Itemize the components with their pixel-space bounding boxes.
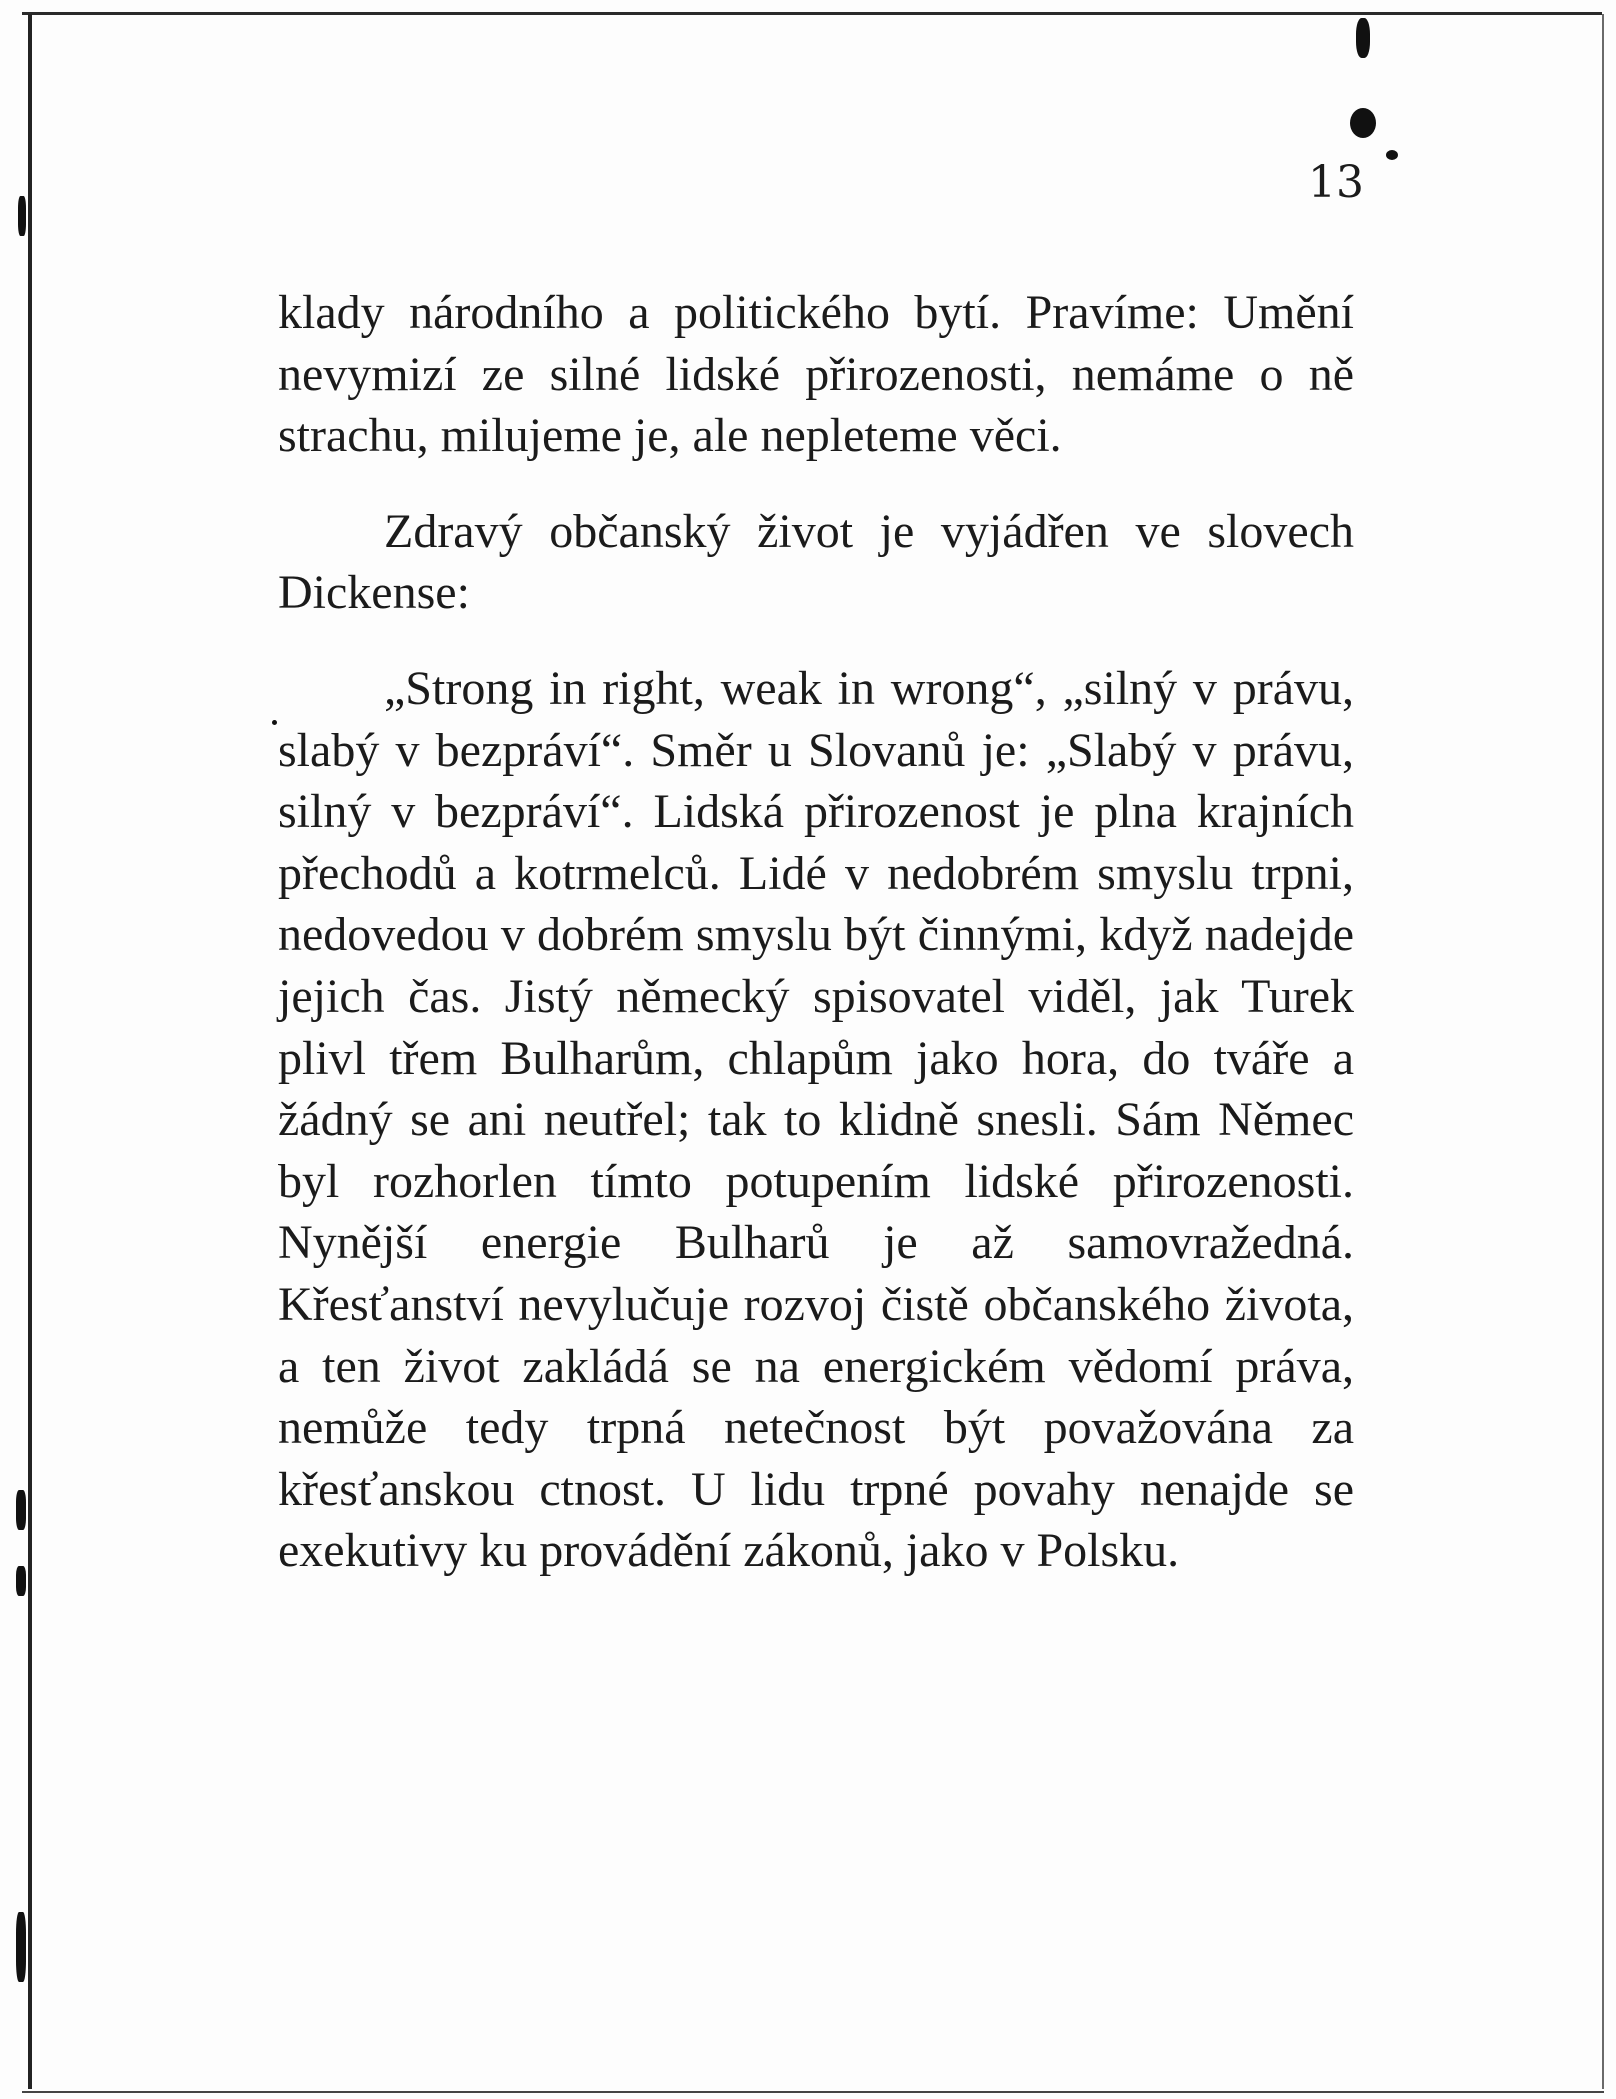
paragraph: klady národního a politického bytí. Pravíme: Umění nevymizí ze silné lidské přirozenosti, nemáme o ně strachu, milujeme je, ale nepleteme věci. (278, 286, 1354, 463)
paragraph: „Strong in right, weak in wrong“, „silný v právu, slabý v bezpráví“. Směr u Slovanů je: „Slabý v právu, silný v bezpráví“. Lidská přirozenost je plna krajních přechodů a kotrmelců. Lidé v nedobrém smyslu trpni, nedovedou v dobrém smyslu být činnými, když nadejde jejich čas. Jistý německý spisovatel viděl, jak Turek plivl třem Bulharům, chlapům jako hora, do tváře a žádný se ani neutřel; tak to klidně snesli. Sám Němec byl rozhorlen tímto potupením lidské přirozenosti. Nynější energie Bulharů je až samovražedná. Křesťanství nevylučuje rozvoj čistě občanského života, a ten život zakládá se na energickém vědomí práva, nemůže tedy trpná netečnost být považována za křesťanskou ctnost. U lidu trpné povahy nenajde se exekutivy ku provádění zákonů, jako v Polsku. (278, 661, 1354, 1578)
scan-border-top (22, 12, 1602, 15)
ink-speck (272, 720, 277, 725)
scan-border-right (1602, 14, 1604, 2089)
paragraph: Zdravý občanský život je vyjádřen ve slovech Dickense: (278, 504, 1354, 620)
ink-blot (1386, 150, 1398, 160)
scan-border-bottom (22, 2091, 1604, 2093)
scan-border-left (28, 14, 32, 2089)
ink-blot (1350, 108, 1376, 138)
ink-mark (16, 1566, 26, 1596)
ink-mark (18, 196, 26, 236)
ink-mark (16, 1490, 26, 1530)
ink-mark (16, 1912, 26, 1982)
page-number: 13 (1308, 157, 1364, 208)
ink-blot (1356, 18, 1370, 58)
body-text (278, 282, 1354, 1582)
